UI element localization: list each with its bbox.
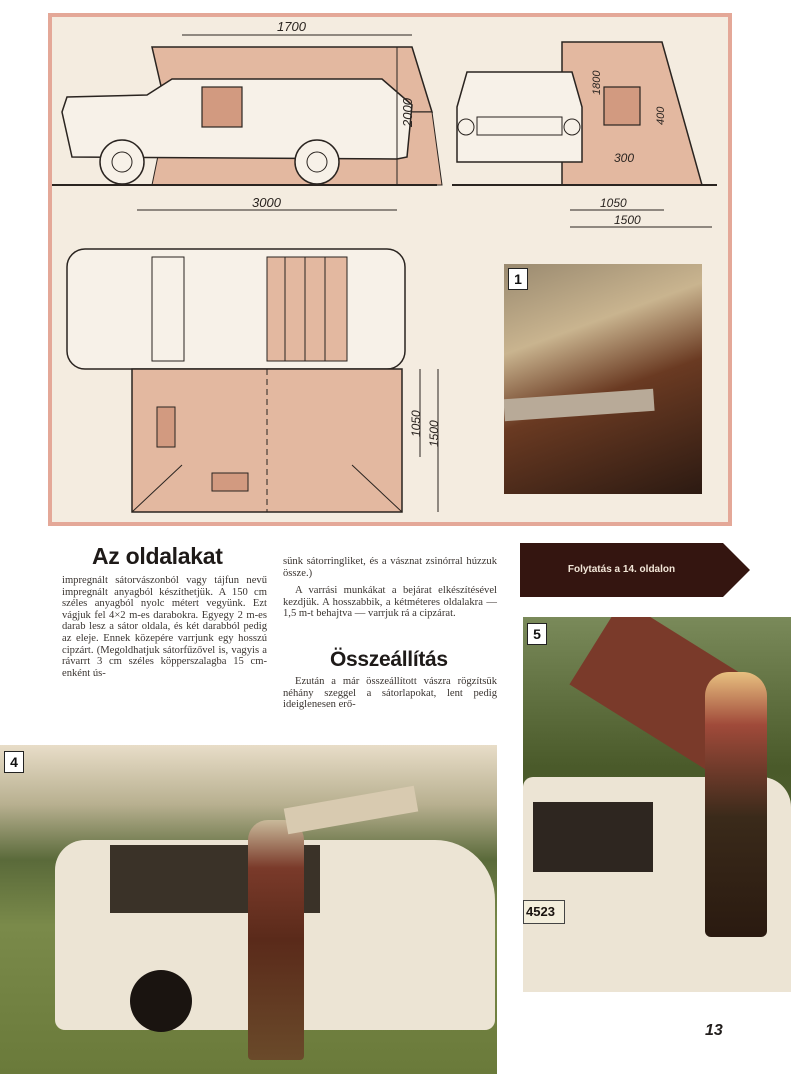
photo-1-rack-bar <box>504 389 655 421</box>
photo-5-license-plate-text: 4523 <box>526 904 555 919</box>
dim-3000: 3000 <box>252 195 281 210</box>
dim-1500-front: 1500 <box>614 213 641 227</box>
front-view-headlight-left <box>458 119 474 135</box>
photo-5-woman-opening-tent <box>523 617 791 992</box>
dim-300: 300 <box>614 151 635 165</box>
heading-az-oldalakat: Az oldalakat <box>92 543 223 569</box>
dim-1800: 1800 <box>591 70 603 95</box>
column-2-paragraph-1: sünk sátorringliket, és a vásznat zsinórral húzzuk össze.) <box>283 556 497 579</box>
side-view-rear-wheel <box>295 140 339 184</box>
photo-4-number: 4 <box>4 751 24 773</box>
heading-osszeallitas: Összeállítás <box>330 648 448 671</box>
photo-1-roof-detail <box>504 264 702 494</box>
side-view-front-wheel <box>100 140 144 184</box>
dim-1050-front: 1050 <box>600 196 627 210</box>
dim-1500-top: 1500 <box>427 420 441 447</box>
column-1-text <box>62 575 267 679</box>
top-view-roof-rack <box>267 257 347 361</box>
front-view-window <box>604 87 640 125</box>
photo-5-car-rear-window <box>533 802 653 872</box>
top-view-windshield <box>152 257 184 361</box>
side-view-window-flap <box>202 87 242 127</box>
front-view-headlight-right <box>564 119 580 135</box>
photo-5-license-plate <box>523 900 565 924</box>
top-view-window-left <box>157 407 175 447</box>
top-view-car <box>67 249 405 369</box>
column-2-text-bottom <box>283 676 497 711</box>
photo-4-front-wheel <box>130 970 192 1032</box>
dim-2000: 2000 <box>400 98 415 127</box>
column-2-text <box>283 556 497 620</box>
photo-5-person <box>705 672 767 937</box>
dim-400: 400 <box>655 106 667 125</box>
photo-5-number: 5 <box>527 623 547 645</box>
photo-1-number: 1 <box>508 268 528 290</box>
continued-on-page-note: Folytatás a 14. oldalon <box>520 543 723 597</box>
column-2-paragraph-3: Ezután a már összeállított vászra rögzítsük néhány szeggel a sátorlapokat, lent pedig ideiglenesen erő- <box>283 676 497 711</box>
dim-1050-top: 1050 <box>409 410 423 437</box>
dim-1700: 1700 <box>277 19 306 34</box>
page-number: 13 <box>705 1022 723 1039</box>
column-1-paragraph: impregnált sátorvászonból vagy tájfun nevű impregnált anyagból készíthetjük. A 150 cm széles anyagból nyolc métert vegyünk. Ezt vágjuk fel 4×2 m-es darabokra. Egyegy 2 m-es darab lesz a sátor oldala, és két darabból pedig az eleje. Ennek közepére varrjunk egy hosszú cipzárt. (Megoldhatjuk sátorfűzővel is, vagyis a rávarrt 3 cm széles köpperszalagba 15 cm-enként ús- <box>62 575 267 679</box>
top-view-window-front <box>212 473 248 491</box>
continue-arrow-icon <box>723 543 750 597</box>
column-2-paragraph-2: A varrási munkákat a bejárat elkészítésével kezdjük. A hosszabbik, a kétméteres oldalakra — 1,5 m-t behajtva — varrjuk rá a cipzárat. <box>283 585 497 620</box>
photo-4-person <box>248 820 304 1060</box>
tent-diagram-panel <box>48 13 732 526</box>
photo-4-tent-box <box>284 786 419 835</box>
photo-4-woman-placing-tent <box>0 745 497 1074</box>
